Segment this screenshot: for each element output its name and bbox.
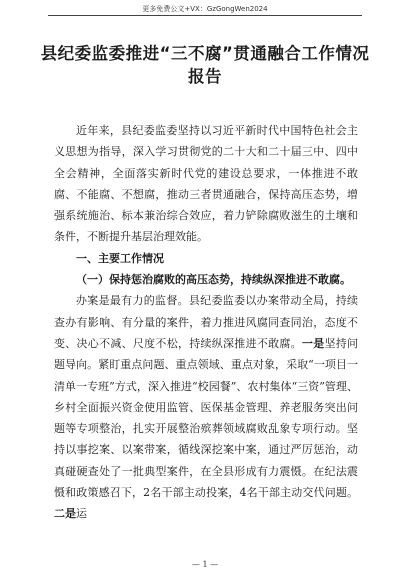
- header-note: 更多免费公文+VX：GzGongWen2024: [142, 5, 268, 13]
- document-body: [54, 120, 358, 525]
- intro-paragraph: 近年来，县纪委监委坚持以习近平新时代中国特色社会主义思想为指导，深入学习贯彻党的二十大和二十届三中、四中全会精神，全面落实新时代党的建设总要求，一体推进不敢腐、不能腐、不想腐，推动三者贯通融合，保持高压态势，增强系统施治、标本兼治综合效应，着力铲除腐败滋生的土壤和条件，不断提升基层治理效能。: [54, 124, 358, 244]
- body-text-part3: 运: [76, 507, 87, 521]
- emphasis-marker-2: 二是: [54, 507, 76, 521]
- header-divider: [48, 15, 362, 16]
- document-title: 县纪委监委推进“三不腐”贯通融合工作情况报告: [40, 44, 370, 86]
- body-text-part2: 坚持问题导向。紧盯重点问题、重点领域、重点对象，采取“一项目一清单一专班”方式，深入推进“校园餐”、农村集体“三资”管理、乡村全面振兴资金使用监管、医保基金管理、养老服务突出问题等专项整治，扎实开展整治殡葬领域腐败乱象专项行动。坚持以事挖案、以案带案，循线深挖案中案，通过严厉惩治，动真碰硬查处了一批典型案件，在全县形成有力震慑。在纪法震慑和政策感召下，2名干部主动投案，4名干部主动交代问题。: [54, 336, 359, 500]
- subsection-heading: （一）保持惩治腐败的高压态势，持续纵深推进不敢腐。: [76, 273, 351, 287]
- body-paragraph: [54, 290, 358, 524]
- section-heading: 一、主要工作情况: [76, 251, 164, 265]
- emphasis-marker-1: 一是: [301, 336, 325, 350]
- page-number: — 1 —: [191, 560, 219, 569]
- body-text-part1: 办案是最有力的监督。县纪委监委以办案带动全局，持续查办有影响、有分量的案件，着力推进风腐同查同治，态度不变、决心不减、尺度不松，持续纵深推进不敢腐。: [54, 294, 358, 350]
